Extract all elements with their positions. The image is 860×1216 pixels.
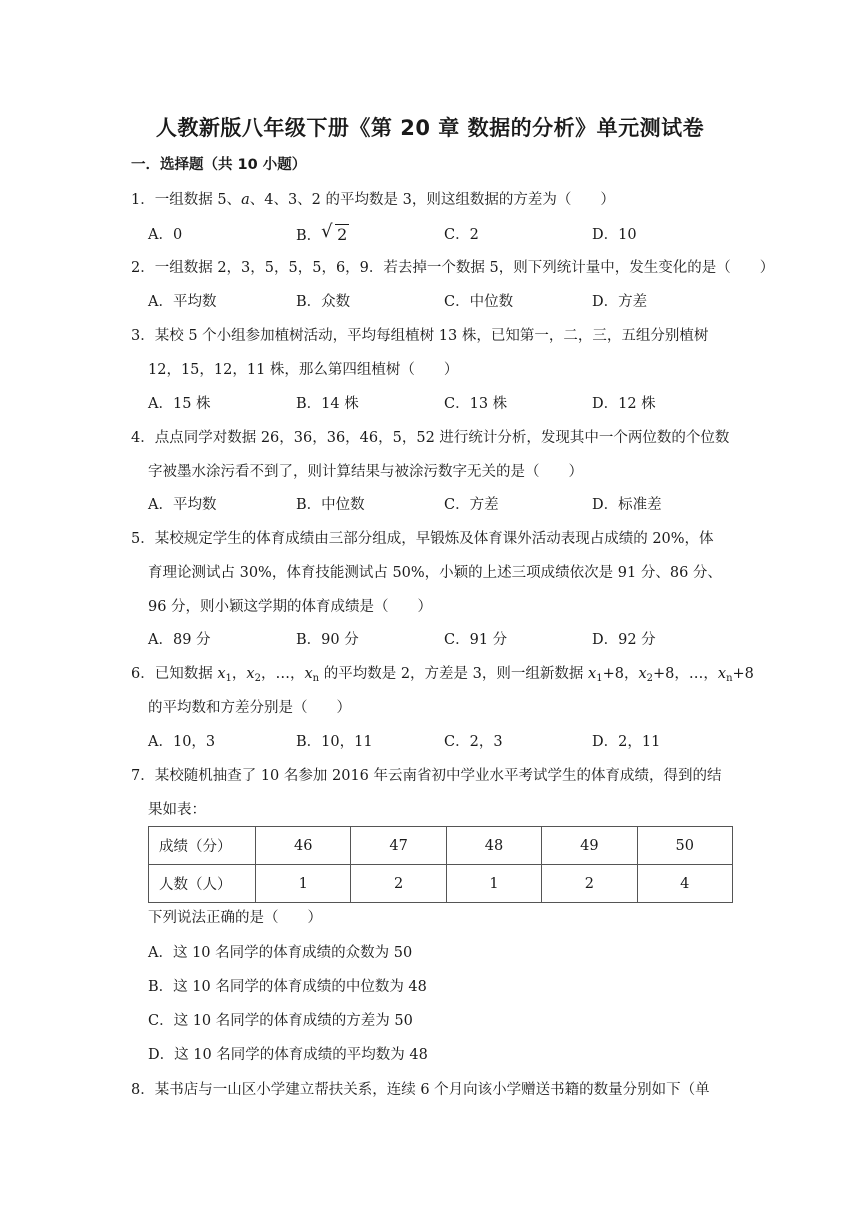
q6-text: +8 [602,666,624,682]
q7-option-b: B．这 10 名同学的体育成绩的中位数为 48 [148,979,427,995]
sqrt-symbol: √ 2 [321,221,348,244]
q6-sub: 1 [596,673,603,684]
question-8-line-1: 8．某书店与一山区小学建立帮扶关系，连续 6 个月向该小学赠送书籍的数量分别如下（单 [131,1082,710,1098]
q1-option-a: A．0 [148,227,183,243]
q1-variable-a: a [241,192,250,208]
table-cell: 2 [351,865,446,903]
question-5-line-1: 5．某校规定学生的体育成绩由三部分组成，早锻炼及体育课外活动表现占成绩的 20%，体 [131,531,714,547]
q7-option-c: C．这 10 名同学的体育成绩的方差为 50 [148,1013,413,1029]
q6-text: ，…， [260,666,305,682]
table-header-cell: 人数（人） [149,865,256,903]
q2-option-b: B．众数 [296,294,351,310]
question-3-line-2: 12，15，12，11 株，那么第四组植树（ ） [148,362,459,378]
page-title: 人教新版八年级下册《第 20 章 数据的分析》单元测试卷 [155,116,705,140]
question-5-line-3: 96 分，则小颖这学期的体育成绩是（ ） [148,599,433,615]
table-cell: 50 [637,827,732,865]
q5-option-c: C．91 分 [444,632,508,648]
question-7-ask: 下列说法正确的是（ ） [148,910,322,926]
table-row [149,865,733,903]
q6-sub: 2 [254,673,261,684]
table-header-cell: 成绩（分） [149,827,256,865]
q6-sub: n [312,673,320,684]
q6-option-b: B．10，11 [296,734,373,750]
q6-var-x: x [304,666,313,682]
q3-option-b: B．14 株 [296,396,359,412]
table-cell: 2 [542,865,637,903]
q1-option-d: D．10 [592,227,637,243]
q2-option-a: A．平均数 [148,294,217,310]
q1-option-b-radicand: 2 [337,225,348,244]
question-6-line-2: 的平均数和方差分别是（ ） [148,700,351,716]
table-cell: 48 [446,827,541,865]
q4-option-a: A．平均数 [148,497,217,513]
q6-text: +8 [732,666,754,682]
q6-text: ，…， [674,666,718,682]
q5-option-a: A．89 分 [148,632,211,648]
q6-sub: 2 [646,673,653,684]
q6-text: ， [623,666,639,682]
q1-stem-b: 、4、3、2 的平均数是 3，则这组数据的方差为（ ） [249,192,615,208]
q6-sub: n [726,673,733,684]
table-cell: 49 [542,827,637,865]
q7-option-a: A．这 10 名同学的体育成绩的众数为 50 [148,945,413,961]
q6-var-x: x [217,666,226,682]
question-4-line-1: 4．点点同学对数据 26，36，36，46，5，52 进行统计分析，发现其中一个两位数的个位数 [131,430,730,446]
section-heading: 一．选择题（共 10 小题） [131,157,307,173]
q4-option-d: D．标准差 [592,497,662,513]
q4-option-b: B．中位数 [296,497,365,513]
score-table [148,826,733,903]
table-cell: 47 [351,827,446,865]
q5-option-d: D．92 分 [592,632,656,648]
q6-sub: 1 [225,673,232,684]
q6-text: 6．已知数据 [131,666,218,682]
q6-var-x: x [246,666,255,682]
table-cell: 46 [256,827,351,865]
q3-option-a: A．15 株 [148,396,211,412]
q1-stem-a: 1．一组数据 5、 [131,192,242,208]
question-6-line-1 [131,664,754,684]
table-row [149,827,733,865]
question-3-line-1: 3．某校 5 个小组参加植树活动，平均每组植树 13 株，已知第一，二，三，五组分别植树 [131,328,709,344]
question-5-line-2: 育理论测试占 30%，体育技能测试占 50%，小颖的上述三项成绩依次是 91 分、86 分、 [148,565,722,581]
question-7-line-1: 7．某校随机抽查了 10 名参加 2016 年云南省初中学业水平考试学生的体育成绩，得到的结 [131,768,722,784]
q6-text: 的平均数是 2，方差是 3，则一组新数据 [319,666,588,682]
table-cell: 1 [446,865,541,903]
q6-text: ， [231,666,247,682]
question-7-line-2: 果如表： [148,802,206,818]
q2-option-c: C．中位数 [444,294,514,310]
q4-option-c: C．方差 [444,497,499,513]
q2-option-d: D．方差 [592,294,648,310]
q6-var-x: x [638,666,647,682]
table-cell: 4 [637,865,732,903]
table-cell: 1 [256,865,351,903]
q1-option-b [296,221,349,246]
q1-option-b-label: B． [296,228,322,244]
question-1 [131,190,615,210]
q3-option-d: D．12 株 [592,396,656,412]
q6-var-x: x [717,666,727,682]
q6-option-c: C．2，3 [444,734,503,750]
q7-option-d: D．这 10 名同学的体育成绩的平均数为 48 [148,1047,428,1063]
q1-option-c: C．2 [444,227,479,243]
q6-var-x: x [588,666,597,682]
q6-text: +8 [653,666,675,682]
question-2: 2．一组数据 2，3，5，5，5，6，9．若去掉一个数据 5，则下列统计量中，发生变化的是（ ） [131,260,775,276]
q5-option-b: B．90 分 [296,632,359,648]
q6-option-d: D．2，11 [592,734,661,750]
q6-option-a: A．10，3 [148,734,216,750]
question-4-line-2: 字被墨水涂污看不到了，则计算结果与被涂污数字无关的是（ ） [148,464,583,480]
q3-option-c: C．13 株 [444,396,508,412]
